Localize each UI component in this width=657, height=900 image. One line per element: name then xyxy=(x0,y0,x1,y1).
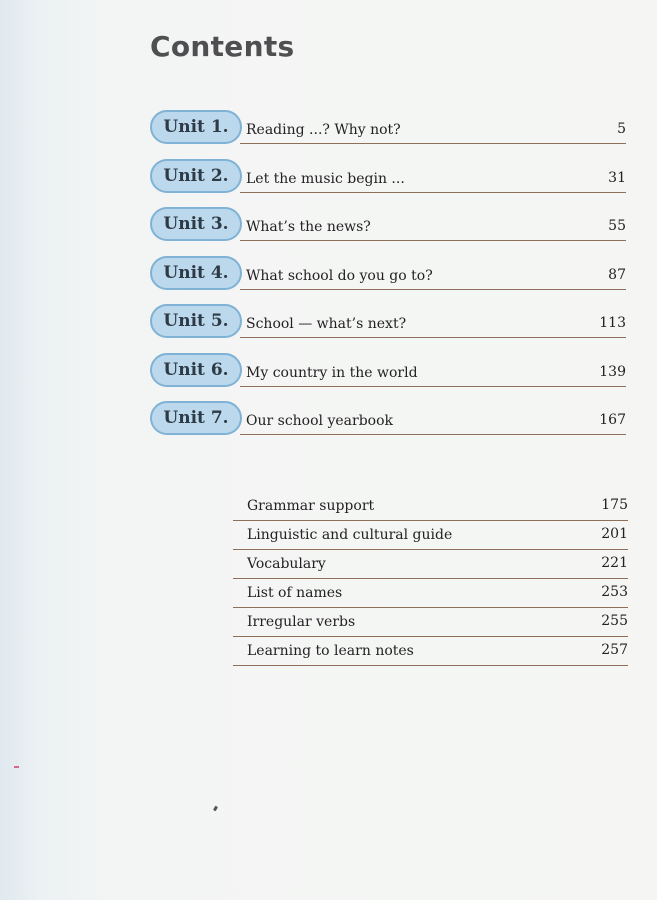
page-number: 55 xyxy=(608,218,626,234)
unit-title: Our school yearbook xyxy=(246,413,393,429)
toc-appendix-row[interactable] xyxy=(233,608,628,637)
page-number: 255 xyxy=(601,613,628,629)
toc-appendix-row[interactable] xyxy=(233,550,628,579)
page-number: 87 xyxy=(608,266,626,283)
page-number: 113 xyxy=(599,315,626,331)
divider xyxy=(240,240,626,241)
toc-unit-row[interactable] xyxy=(150,159,626,208)
divider xyxy=(240,289,626,290)
toc-appendix-row[interactable] xyxy=(233,521,628,550)
page-number: 221 xyxy=(601,555,628,571)
appendix-title: Linguistic and cultural guide xyxy=(247,527,453,543)
divider xyxy=(240,434,626,435)
unit-list xyxy=(150,110,626,450)
unit-title: School — what’s next? xyxy=(246,316,407,332)
divider xyxy=(240,192,626,193)
unit-badge: Unit 7. xyxy=(150,401,242,435)
page-number: 175 xyxy=(601,497,628,513)
page-number: 201 xyxy=(601,526,628,542)
toc-unit-row[interactable] xyxy=(150,304,626,353)
toc-appendix-row[interactable] xyxy=(233,492,628,521)
toc-appendix-row[interactable] xyxy=(233,579,628,608)
page-number: 253 xyxy=(601,584,628,600)
margin-mark xyxy=(14,766,19,768)
unit-title: What’s the news? xyxy=(246,219,371,235)
ink-speck xyxy=(213,806,218,812)
unit-title: What school do you go to? xyxy=(246,267,433,284)
page-number: 5 xyxy=(617,121,626,137)
unit-badge: Unit 1. xyxy=(150,110,242,144)
unit-title: Reading ...? Why not? xyxy=(246,122,401,138)
unit-badge: Unit 3. xyxy=(150,207,242,241)
toc-unit-row[interactable] xyxy=(150,110,626,159)
divider xyxy=(240,337,626,338)
appendix-list xyxy=(233,492,628,666)
appendix-title: Irregular verbs xyxy=(247,614,356,630)
toc-appendix-row[interactable] xyxy=(233,637,628,666)
page-title: Contents xyxy=(150,30,295,63)
page-number: 257 xyxy=(601,642,628,658)
unit-title: My country in the world xyxy=(246,364,418,381)
appendix-title: List of names xyxy=(247,585,343,601)
unit-badge: Unit 5. xyxy=(150,304,242,338)
toc-unit-row[interactable] xyxy=(150,207,626,256)
page-number: 167 xyxy=(599,412,626,428)
unit-badge: Unit 4. xyxy=(150,256,242,290)
divider xyxy=(240,143,626,144)
page-number: 139 xyxy=(599,363,626,380)
toc-unit-row[interactable] xyxy=(150,401,626,450)
toc-unit-row[interactable] xyxy=(150,353,626,402)
appendix-title: Learning to learn notes xyxy=(247,643,414,659)
unit-badge: Unit 2. xyxy=(150,159,242,193)
unit-badge: Unit 6. xyxy=(150,353,242,387)
page-number: 31 xyxy=(608,169,626,186)
appendix-title: Vocabulary xyxy=(247,556,326,572)
appendix-title: Grammar support xyxy=(247,498,375,514)
toc-unit-row[interactable] xyxy=(150,256,626,305)
unit-title: Let the music begin ... xyxy=(246,170,405,187)
divider xyxy=(240,386,626,387)
